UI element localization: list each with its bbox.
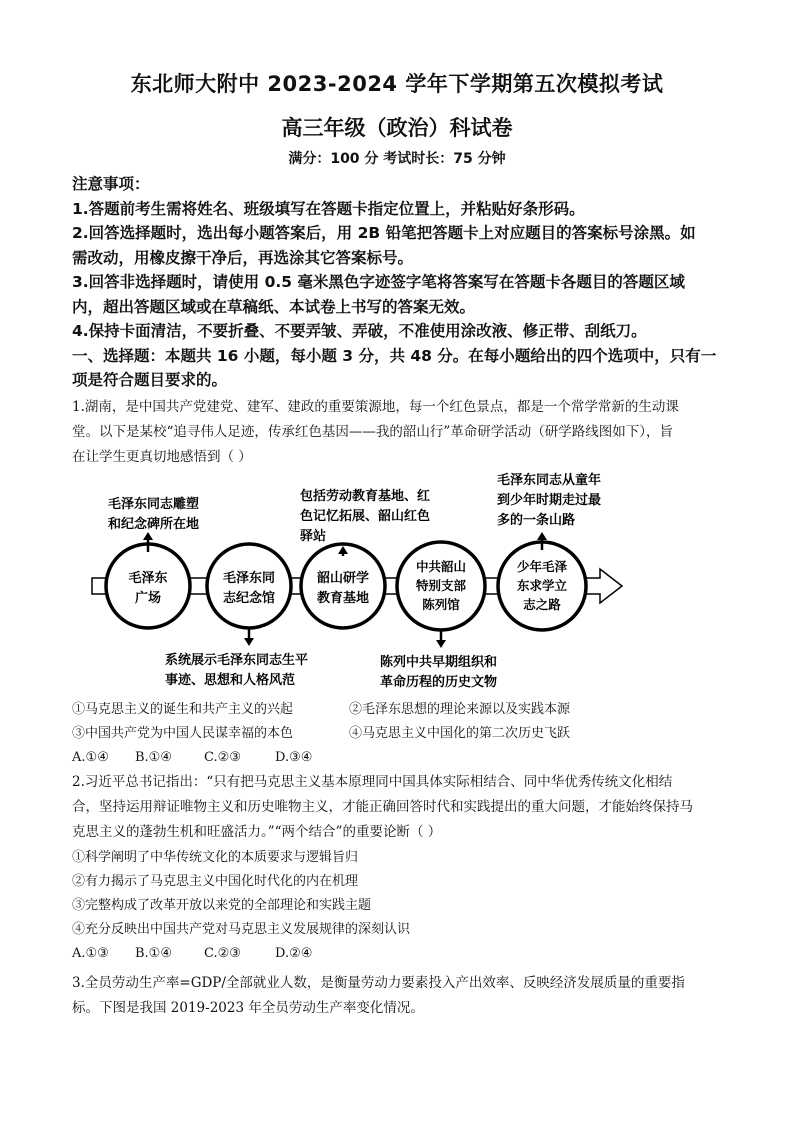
route-note: 系统展示毛泽东同志生平 (165, 653, 309, 668)
choice-option: C.②③ (204, 750, 241, 765)
section-heading: 项是符合题目要求的。 (72, 371, 228, 389)
choice-option: D.②④ (275, 946, 313, 961)
stop-label: 志纪念馆 (222, 591, 276, 606)
question-1-stem (72, 395, 722, 470)
notice-section (72, 172, 722, 393)
stem-line: 在让学生更真切地感悟到（ ） (72, 449, 252, 465)
stem-line: 堂。以下是某校“追寻伟人足迹，传承红色基因——我的韶山行”革命研学活动（研学路线图如下），旨 (72, 424, 674, 440)
stop-label: 中共韶山 (415, 559, 467, 574)
down-arrow-icon (436, 630, 446, 648)
question-1-items (72, 698, 570, 770)
notice-line: 3.回答非选择题时，请使用 0.5 毫米黑色字迹签字笔将答案写在答题卡各题目的答题区域 (72, 273, 685, 291)
choice-option: A.①④ (72, 750, 109, 765)
stop-label: 陈列馆 (422, 597, 460, 612)
route-note: 和纪念碑所在地 (108, 517, 200, 532)
route-note: 到少年时期走过最 (497, 493, 602, 508)
stop-label: 东求学立 (516, 578, 568, 593)
stop-label: 少年毛泽 (516, 559, 568, 574)
answer-item: ④充分反映出中国共产党对马克思主义发展规律的深刻认识 (72, 922, 411, 937)
question-3-stem (72, 971, 722, 1021)
route-note: 色记忆拓展、韶山红色 (300, 509, 431, 524)
score-and-time: 满分：100 分 考试时长：75 分钟 (288, 151, 506, 167)
answer-item: ②毛泽东思想的理论来源以及实践本源 (349, 702, 571, 717)
stop-label: 教育基地 (316, 591, 370, 606)
stem-line: 2.习近平总书记指出：“只有把马克思主义基本原理同中国具体实际相结合、同中华优秀传统文化相结 (72, 774, 673, 790)
notice-line: 1.答题前考生需将姓名、班级填写在答题卡指定位置上，并粘贴好条形码。 (72, 199, 585, 218)
exam-title: 东北师大附中 2023-2024 学年下学期第五次模拟考试 (130, 72, 664, 96)
choice-option: B.①④ (135, 750, 172, 765)
stop-label: 韶山研学 (316, 571, 370, 586)
stop-circle (207, 544, 291, 628)
notice-line: 内，超出答题区域或在草稿纸、本试卷上书写的答案无效。 (72, 297, 476, 316)
stem-line: 合，坚持运用辩证唯物主义和历史唯物主义，才能正确回答时代和实践提出的重大问题，才能始终保持马 (72, 799, 693, 815)
section-heading: 一、选择题：本题共 16 小题，每小题 3 分，共 48 分。在每小题给出的四个选项中，只有一 (72, 346, 717, 365)
answer-item: ③完整构成了改革开放以来党的全部理论和实践主题 (72, 898, 372, 913)
route-note: 毛泽东同志从童年 (497, 473, 602, 488)
route-note: 包括劳动教育基地、红 (300, 489, 431, 504)
stem-line: 1.湖南，是中国共产党建党、建军、建政的重要策源地，每一个红色景点，都是一个常学常新的生动课 (72, 399, 679, 415)
stem-line: 3.全员劳动生产率=GDP/全部就业人数，是衡量劳动力要素投入产出效率、反映经济发展质量的重要指 (72, 975, 685, 991)
route-note: 事迹、思想和人格风范 (165, 673, 296, 688)
notice-line: 需改动，用橡皮擦干净后，再选涂其它答案标号。 (72, 248, 414, 267)
stop-label: 特别支部 (415, 578, 467, 593)
choice-option: A.①③ (72, 946, 109, 961)
choice-option: C.②③ (204, 946, 241, 961)
stop-label: 毛泽东同 (222, 571, 276, 586)
stem-line: 标。下图是我国 2019-2023 年全员劳动生产率变化情况。 (72, 1000, 424, 1016)
notice-heading: 注意事项： (72, 175, 150, 193)
route-note: 多的一条山路 (497, 513, 576, 528)
answer-item: ①马克思主义的诞生和共产主义的兴起 (72, 702, 294, 717)
route-note: 陈列中共早期组织和 (380, 655, 498, 670)
choice-option: B.①④ (135, 946, 172, 961)
question-2-items (72, 846, 410, 966)
notice-line: 4.保持卡面清洁，不要折叠、不要弄皱、弄破，不准使用涂改液、修正带、刮纸刀。 (72, 322, 647, 340)
stop-label: 毛泽东 (128, 571, 168, 586)
stop-label: 广场 (134, 591, 162, 606)
answer-item: ③中国共产党为中国人民谋幸福的本色 (72, 726, 294, 741)
choice-option: D.③④ (275, 750, 313, 765)
route-note: 革命历程的历史文物 (380, 675, 498, 690)
down-arrow-icon (244, 628, 254, 646)
stem-line: 克思主义的蓬勃生机和旺盛活力。”“两个结合”的重要论断（ ） (72, 824, 442, 840)
exam-subtitle: 高三年级（政治）科试卷 (281, 116, 513, 140)
answer-item: ①科学阐明了中华传统文化的本质要求与逻辑旨归 (72, 850, 359, 865)
question-2-stem (72, 770, 722, 845)
answer-item: ④马克思主义中国化的第二次历史飞跃 (349, 726, 571, 741)
stop-circle (301, 544, 385, 628)
stop-label: 志之路 (523, 597, 561, 612)
notice-line: 2.回答选择题时，选出每小题答案后，用 2B 铅笔把答题卡上对应题目的答案标号涂黑。如 (72, 224, 696, 242)
study-route-diagram (0, 468, 794, 698)
answer-item: ②有力揭示了马克思主义中国化时代化的内在机理 (72, 874, 359, 889)
route-note: 驿站 (300, 529, 327, 544)
stop-circle (106, 544, 190, 628)
route-note: 毛泽东同志雕塑 (108, 497, 200, 512)
